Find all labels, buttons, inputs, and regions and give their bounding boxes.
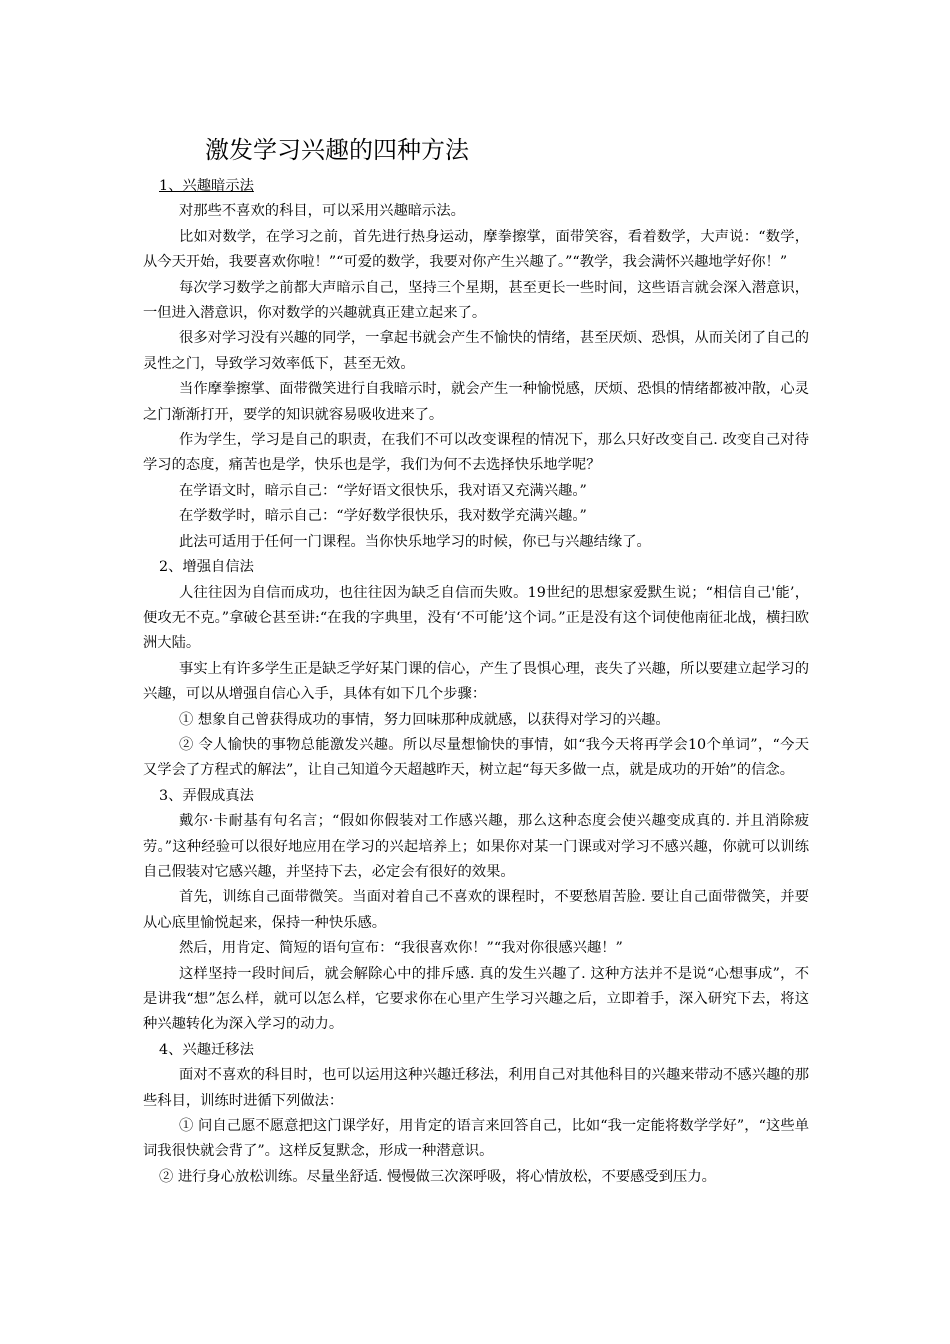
paragraph: 当作摩拳擦掌、面带微笑进行自我暗示时，就会产生一种愉悦感，厌烦、恐惧的情绪都被冲散，心灵之门渐渐打开，要学的知识就容易吸收进来了。 bbox=[143, 381, 809, 423]
section-heading-3: 3、弄假成真法 bbox=[159, 787, 254, 804]
paragraph: ① 问自己愿不愿意把这门课学好，用肯定的语言来回答自己，比如“我一定能将数学学好”，“这些单词我很快就会背了”。这样反复默念，形成一种潜意识。 bbox=[143, 1118, 809, 1160]
paragraph: 在学语文时，暗示自己：“学好语文很快乐，我对语又充满兴趣。” bbox=[179, 482, 587, 499]
paragraph: 在学数学时，暗示自己：“学好数学很快乐，我对数学充满兴趣。” bbox=[179, 508, 587, 525]
paragraph: 戴尔·卡耐基有句名言；“假如你假装对工作感兴趣，那么这种态度会使兴趣变成真的. 并且消除疲劳。”这种经验可以很好地应用在学习的兴起培养上；如果你对某一门课或对学习不感兴趣，你就可以训练自己假装对它感兴趣，并坚持下去，必定会有很好的效果。 bbox=[143, 813, 809, 880]
section-heading-4: 4、兴趣迁移法 bbox=[159, 1041, 254, 1058]
paragraph: 很多对学习没有兴趣的同学，一拿起书就会产生不愉快的情绪，甚至厌烦、恐惧，从而关闭了自己的灵性之门，导致学习效率低下，甚至无效。 bbox=[143, 330, 809, 372]
paragraph: 作为学生，学习是自己的职责，在我们不可以改变课程的情况下，那么只好改变自己. 改变自己对待学习的态度，痛苦也是学，快乐也是学，我们为何不去选择快乐地学呢？ bbox=[143, 432, 809, 474]
paragraph: 面对不喜欢的科目时，也可以运用这种兴趣迁移法，利用自己对其他科目的兴趣来带动不感兴趣的那些科目，训练时进循下列做法： bbox=[143, 1067, 809, 1109]
document-title: 激发学习兴趣的四种方法 bbox=[205, 136, 469, 164]
section-heading-1: 1、兴趣暗示法 bbox=[159, 178, 254, 194]
paragraph: 对那些不喜欢的科目，可以采用兴趣暗示法。 bbox=[179, 203, 465, 220]
paragraph-last: ② 进行身心放松训练。尽量坐舒适. 慢慢做三次深呼吸，将心情放松，不要感受到压力。 bbox=[159, 1168, 716, 1185]
paragraph: ② 令人愉快的事物总能激发兴趣。所以尽量想愉快的事情，如“我今天将再学会10个单词”，“今天又学会了方程式的解法”，让自己知道今天超越昨天，树立起“每天多做一点，就是成功的开始”的信念。 bbox=[143, 736, 809, 779]
paragraph: 事实上有许多学生正是缺乏学好某门课的信心，产生了畏惧心理，丧失了兴趣，所以要建立起学习的兴趣，可以从增强自信心入手，具体有如下几个步骤： bbox=[143, 660, 809, 703]
paragraph: 比如对数学，在学习之前，首先进行热身运动，摩拳擦掌，面带笑容，看着数学，大声说：“数学，从今天开始，我要喜欢你啦！”“可爱的数学，我要对你产生兴趣了。”“教学，我会满怀兴趣地学好你！” bbox=[143, 228, 809, 271]
paragraph: 此法可适用于任何一门课程。当你快乐地学习的时候，你已与兴趣结缘了。 bbox=[179, 533, 651, 550]
paragraph: 每次学习数学之前都大声暗示自己，坚持三个星期，甚至更长一些时间，这些语言就会深入潜意识，一但进入潜意识，你对数学的兴趣就真正建立起来了。 bbox=[143, 279, 809, 322]
document-body bbox=[143, 174, 809, 1190]
section-heading-2: 2、增强自信法 bbox=[159, 559, 254, 576]
paragraph: 这样坚持一段时间后，就会解除心中的排斥感. 真的发生兴趣了. 这种方法并不是说“心想事成”，不是讲我“想”怎么样，就可以怎么样，它要求你在心里产生学习兴趣之后，立即着手，深入研究下去，将这种兴趣转化为深入学习的动力。 bbox=[143, 965, 809, 1033]
paragraph: ① 想象自己曾获得成功的事情，努力回味那种成就感，以获得对学习的兴趣。 bbox=[179, 711, 670, 728]
paragraph: 首先，训练自己面带微笑。当面对着自己不喜欢的课程时，不要愁眉苦脸. 要让自己面带微笑，并要从心底里愉悦起来，保持一种快乐感。 bbox=[143, 889, 809, 931]
paragraph: 人往往因为自信而成功，也往往因为缺乏自信而失败。19世纪的思想家爱默生说；“相信自己'能’，便攻无不克。”拿破仑甚至讲:“在我的字典里，没有‘不可能’这个词。”正是没有这个词使他南征北战，横扫欧洲大陆。 bbox=[143, 584, 809, 652]
paragraph: 然后，用肯定、简短的语句宣布：“我很喜欢你！”“我对你很感兴趣！” bbox=[179, 940, 623, 957]
